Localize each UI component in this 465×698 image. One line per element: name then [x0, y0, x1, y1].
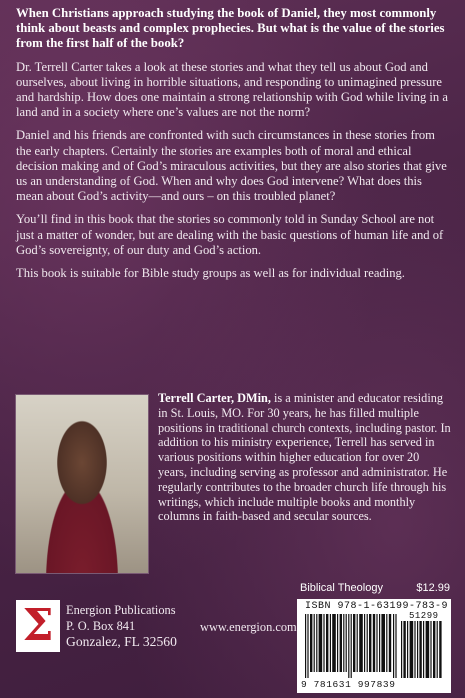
author-bio: [158, 391, 451, 524]
blurb: [16, 6, 452, 289]
blurb-paragraph: You’ll find in this book that the stories so commonly told in Sunday School are not just a matter of wonder, but are dealing with the basic questions of human life and of God’s sovereignty, of our duty and God’s action.: [16, 212, 444, 257]
publisher-name: Energion Publications: [66, 603, 176, 617]
publisher-address: [66, 603, 177, 650]
blurb-paragraph: This book is suitable for Bible study groups as well as for individual reading.: [16, 266, 405, 281]
author-bio-text: is a minister and educator residing in St. Louis, MO. For 30 years, he has filled multiple positions in traditional church contexts, including pastor. In addition to his ministry experience, Terrell has served in various positions within higher education for over 20 years, including serving as professor and administrator. He regularly contributes to the broader church life through his writings, which include multiple books and monthly columns in faith-based and secular sources.: [158, 391, 451, 524]
blurb-lead: When Christians approach studying the book of Daniel, they most commonly think about beasts and complex prophecies. But what is the value of the stories from the first half of the book?: [16, 6, 445, 51]
author-name: Terrell Carter, DMin,: [158, 391, 271, 405]
ean-digits: 9 781631 997839: [301, 679, 396, 690]
isbn-label: ISBN 978-1-63199-783-9: [305, 601, 449, 612]
publisher-city: Gonzalez, FL 32560: [66, 634, 177, 650]
publisher-po-box: P. O. Box 841: [66, 618, 136, 633]
price-addon-digits: 51299: [409, 611, 439, 621]
sigma-logo-icon: Σ: [22, 600, 54, 651]
ean-barcode-icon: [305, 614, 397, 678]
publisher-website: www.energion.com: [200, 620, 297, 634]
category-label: Biblical Theology: [300, 582, 383, 594]
author-photo: [15, 394, 149, 574]
barcode: [297, 599, 451, 693]
addon-barcode-icon: [401, 621, 443, 678]
blurb-paragraph: Daniel and his friends are confronted with such circumstances in these stories from the early chapters. Certainly the stories are examples both of moral and ethical decision making and of God’s miraculous activities, but they are also stories that give us an understanding of God. When and why does God intervene? What does this mean about God’s activity—and ours – on this troubled planet?: [16, 128, 447, 204]
price: $12.99: [416, 582, 450, 594]
blurb-paragraph: Dr. Terrell Carter takes a look at these stories and what they tell us about God and ourselves, about living in horrible situations, and responding to unimagined pressure and hardship. How does one maintain a strong relationship with God while living in a land and in a society where one’s values are not the norm?: [16, 59, 448, 120]
category-price: [300, 582, 450, 594]
publisher-logo: [16, 600, 60, 652]
